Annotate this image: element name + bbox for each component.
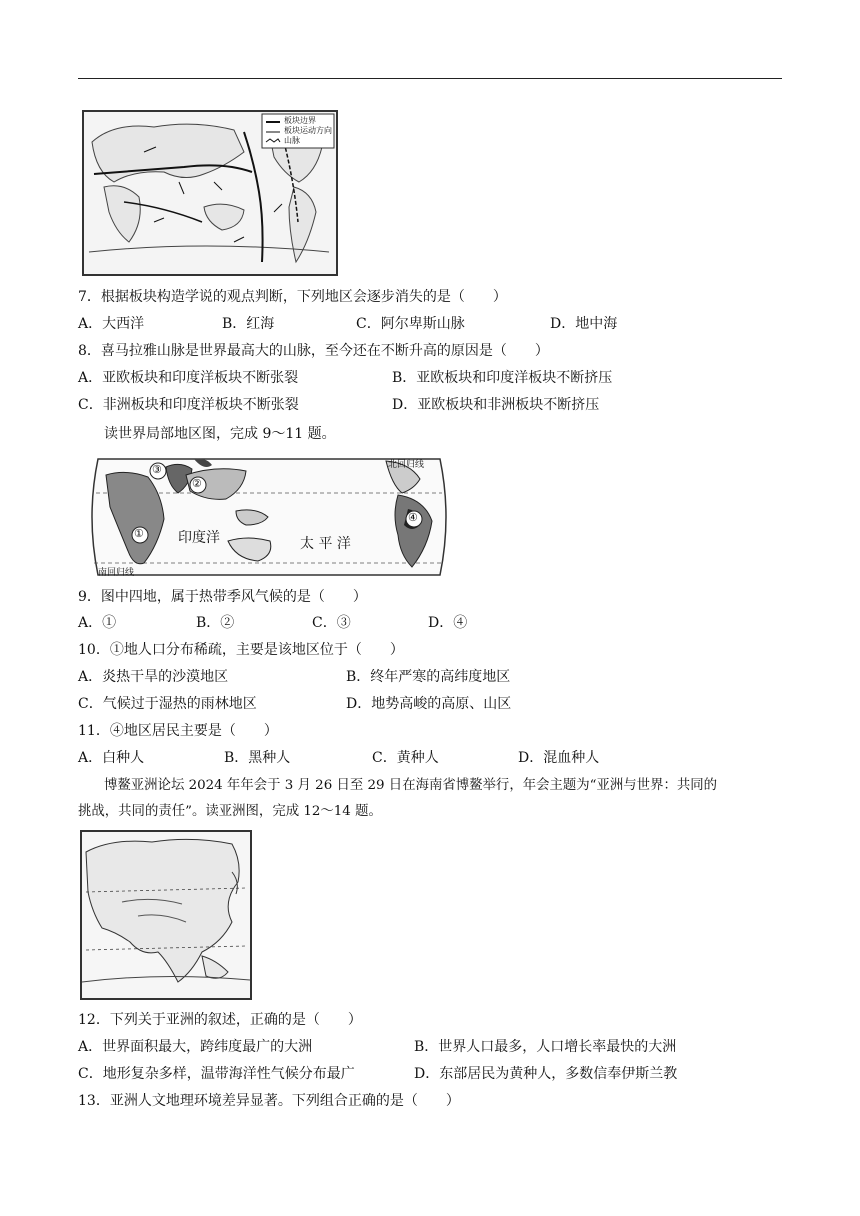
marker-1: ① xyxy=(134,527,144,540)
world-region-map-drawing xyxy=(86,455,452,579)
q11-option-a[interactable]: A．白种人 xyxy=(78,750,145,766)
q10-option-c[interactable]: C．气候过于湿热的雨林地区 xyxy=(78,696,257,712)
marker-4: ④ xyxy=(408,511,418,524)
q7-option-a[interactable]: A．大西洋 xyxy=(78,316,145,332)
q11-option-c[interactable]: C．黄种人 xyxy=(372,750,439,766)
q12-option-c[interactable]: C．地形复杂多样，温带海洋性气候分布最广 xyxy=(78,1066,355,1082)
legend-item-mountain: 山脉 xyxy=(284,136,300,145)
q12-option-b[interactable]: B．世界人口最多，人口增长率最快的大洲 xyxy=(414,1039,677,1055)
asia-map-figure xyxy=(80,830,252,1000)
q9-option-a[interactable]: A．① xyxy=(78,615,117,631)
q8-stem: 8．喜马拉雅山脉是世界最高大的山脉，至今还在不断升高的原因是（ ） xyxy=(78,343,549,359)
marker-2: ② xyxy=(192,477,202,490)
q13-stem: 13．亚洲人文地理环境差异显著。下列组合正确的是（ ） xyxy=(78,1093,460,1109)
q10-option-a[interactable]: A．炎热干旱的沙漠地区 xyxy=(78,669,229,685)
header-rule xyxy=(78,78,782,79)
marker-3: ③ xyxy=(152,463,162,476)
intro-9-11: 读世界局部地区图，完成 9～11 题。 xyxy=(104,426,336,442)
world-region-map-figure xyxy=(86,455,452,579)
q12-stem: 12．下列关于亚洲的叙述，正确的是（ ） xyxy=(78,1012,362,1028)
q8-option-b[interactable]: B．亚欧板块和印度洋板块不断挤压 xyxy=(392,370,613,386)
q11-stem: 11．④地区居民主要是（ ） xyxy=(78,723,278,739)
label-tropic-capricorn: 南回归线 xyxy=(98,568,135,578)
legend-item-boundary: 板块边界 xyxy=(284,116,316,125)
q8-option-a[interactable]: A．亚欧板块和印度洋板块不断张裂 xyxy=(78,370,299,386)
q11-option-d[interactable]: D．混血种人 xyxy=(518,750,600,766)
q11-option-b[interactable]: B．黑种人 xyxy=(224,750,291,766)
q9-option-d[interactable]: D．④ xyxy=(428,615,468,631)
q9-option-c[interactable]: C．③ xyxy=(312,615,351,631)
q8-option-c[interactable]: C．非洲板块和印度洋板块不断张裂 xyxy=(78,397,299,413)
asia-map-drawing xyxy=(82,832,250,998)
q7-option-b[interactable]: B．红海 xyxy=(222,316,275,332)
q10-option-d[interactable]: D．地势高峻的高原、山区 xyxy=(346,696,512,712)
q7-option-c[interactable]: C．阿尔卑斯山脉 xyxy=(356,316,465,332)
q7-stem: 7．根据板块构造学说的观点判断，下列地区会逐步消失的是（ ） xyxy=(78,289,507,305)
intro-12-14-line2: 挑战，共同的责任”。读亚洲图，完成 12～14 题。 xyxy=(78,804,382,819)
q12-option-a[interactable]: A．世界面积最大，跨纬度最广的大洲 xyxy=(78,1039,313,1055)
q12-option-d[interactable]: D．东部居民为黄种人，多数信奉伊斯兰教 xyxy=(414,1066,678,1082)
plate-map-figure xyxy=(82,110,338,276)
label-tropic-cancer: 北回归线 xyxy=(388,460,425,470)
label-indian-ocean: 印度洋 xyxy=(178,530,220,546)
q10-stem: 10．①地人口分布稀疏，主要是该地区位于（ ） xyxy=(78,642,404,658)
q9-stem: 9．图中四地，属于热带季风气候的是（ ） xyxy=(78,589,367,605)
label-pacific-ocean: 太 平 洋 xyxy=(300,536,351,552)
q10-option-b[interactable]: B．终年严寒的高纬度地区 xyxy=(346,669,511,685)
intro-12-14-line1: 博鳌亚洲论坛 2024 年年会于 3 月 26 日至 29 日在海南省博鳌举行，年会主题为“亚洲与世界：共同的 xyxy=(104,778,718,793)
q9-option-b[interactable]: B．② xyxy=(196,615,235,631)
q7-option-d[interactable]: D．地中海 xyxy=(550,316,618,332)
q8-option-d[interactable]: D．亚欧板块和非洲板块不断挤压 xyxy=(392,397,600,413)
legend-item-direction: 板块运动方向 xyxy=(284,126,332,135)
